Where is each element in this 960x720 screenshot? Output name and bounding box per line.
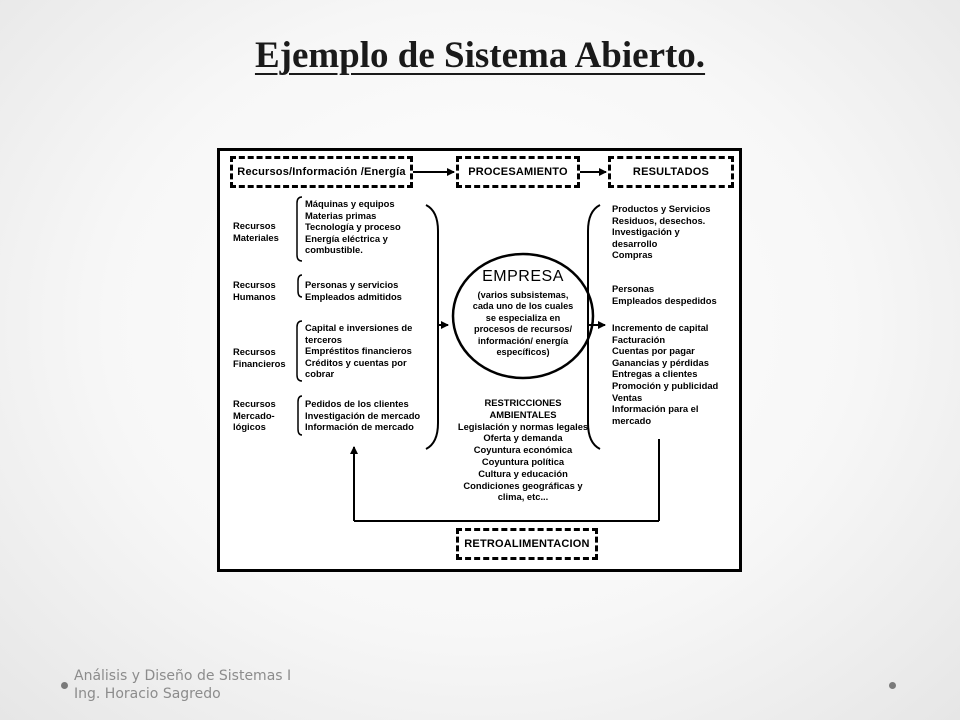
resource-label-financieros: Recursos Financieros <box>233 346 286 369</box>
results-group-3: Incremento de capital Facturación Cuentas por pagar Ganancias y pérdidas Entregas a clientes Promoción y publicidad Ventas Información para el mercado <box>612 322 719 426</box>
empresa-title: EMPRESA <box>482 268 564 285</box>
results-box: RESULTADOS <box>608 156 734 188</box>
processing-box: PROCESAMIENTO <box>456 156 580 188</box>
resource-items-mercadologicos: Pedidos de los clientes Investigación de mercado Información de mercado <box>305 398 421 433</box>
brace-humanos <box>298 275 302 297</box>
resource-label-humanos: Recursos Humanos <box>233 279 276 302</box>
footer-bullet-right <box>889 682 896 689</box>
brace-financieros <box>297 321 302 381</box>
resource-items-humanos: Personas y servicios Empleados admitidos <box>305 279 402 302</box>
brace-mercadologicos <box>298 396 302 435</box>
feedback-box: RETROALIMENTACION <box>456 528 598 560</box>
slide-title: Ejemplo de Sistema Abierto. <box>254 35 706 76</box>
empresa-description: (varios subsistemas, cada uno de los cuales se especializa en procesos de recursos/ información/ energía específicos) <box>472 290 574 358</box>
footer-author: Ing. Horacio Sagredo <box>74 686 221 702</box>
resource-items-financieros: Capital e inversiones de terceros Empréstitos financieros Créditos y cuentas por cobrar <box>305 322 413 380</box>
results-group-2: Personas Empleados despedidos <box>612 283 717 306</box>
footer <box>74 667 291 703</box>
inputs-box: Recursos/Información /Energía <box>230 156 413 188</box>
resource-items-materiales: Máquinas y equipos Materias primas Tecnología y proceso Energía eléctrica y combustible. <box>305 198 401 256</box>
restrictions-title-1: RESTRICCIONES <box>484 397 562 408</box>
environmental-restrictions: RESTRICCIONES AMBIENTALES Legislación y normas legales Oferta y demanda Coyuntura económica Coyuntura política Cultura y educación Condiciones geográficas y clima, etc... <box>430 397 616 503</box>
results-group-1: Productos y Servicios Residuos, desechos. Investigación y desarrollo Compras <box>612 203 711 261</box>
footer-course: Análisis y Diseño de Sistemas I <box>74 668 292 684</box>
resource-label-mercadologicos: Recursos Mercado- lógicos <box>233 398 276 433</box>
open-system-diagram <box>217 148 742 572</box>
resource-label-materiales: Recursos Materiales <box>233 220 279 243</box>
restrictions-title-2: AMBIENTALES <box>489 408 557 420</box>
footer-bullet-left <box>61 682 68 689</box>
brace-materiales <box>297 197 302 261</box>
